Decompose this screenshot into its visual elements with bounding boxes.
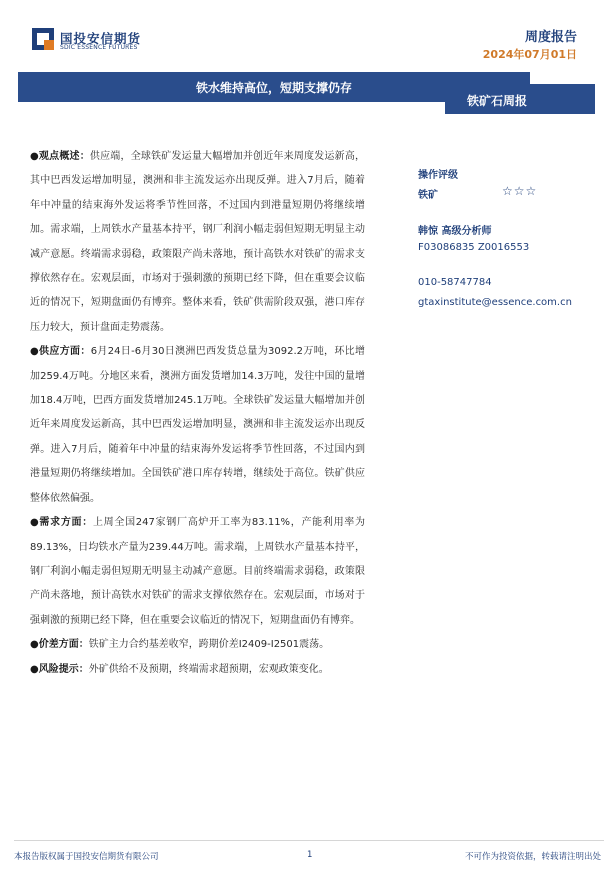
section-text: 供应端，全球铁矿发运量大幅增加并创近年来周度发运新高，其中巴西发运增加明显，澳洲和非主流发运亦出现反弹。进入7月后，随着年中冲量的结束海外发运将季节性回落，不过国内到港量短期仍将继续增加。需求端，上周铁水产量基本持平，钢厂利润小幅走弱但短期无明显主动减产意愿。终端需求弱稳，政策限产尚未落地，预计高铁水对铁矿的需求支撑依然存在。宏观层面，市场对于强刺激的预期已经下降，但在重要会议临近的情况下，短期盘面仍有博弈。整体来看，铁矿供需阶段双强，港口库存压力较大，预计盘面走势震荡。 — [30, 151, 365, 333]
report-body — [30, 145, 365, 682]
category-tab — [445, 84, 595, 114]
rating-product: 铁矿 — [418, 190, 438, 201]
report-date: 2024年07月01日 — [482, 48, 577, 61]
section-label: ●供应方面： — [30, 346, 91, 358]
footer-copyright: 本报告版权属于国投安信期货有限公司 — [14, 852, 159, 862]
footer-disclaimer: 不可作为投资依据，转载请注明出处 — [464, 852, 601, 862]
company-logo — [32, 28, 162, 54]
report-title: 铁水维持高位，短期支撑仍存 — [195, 81, 352, 95]
supply-paragraph — [30, 340, 365, 511]
section-text: 铁矿主力合约基差收窄，跨期价差I2409-I2501震荡。 — [88, 639, 330, 651]
contact-phone: 010-58747784 — [418, 277, 492, 288]
section-text: 上周全国247家钢厂高炉开工率为83.11%，产能利用率为89.13%，日均铁水产量为239.44万吨。需求端，上周铁水产量基本持平，钢厂利润小幅走弱但短期无明显主动减产意愿。目前终端需求弱稳，政策限产尚未落地，预计高铁水对铁矿的需求支撑依然存在。宏观层面，市场对于强刺激的预期已经下降，但在重要会议临近的情况下，短期盘面仍有博弈。 — [30, 517, 365, 626]
demand-paragraph — [30, 511, 365, 633]
category-label: 铁矿石周报 — [467, 94, 528, 108]
analyst-name: 韩惊 高级分析师 — [418, 226, 492, 237]
logo-text-cn: 国投安信期货 — [60, 31, 142, 46]
page-number: 1 — [307, 850, 313, 860]
spread-paragraph — [30, 633, 365, 657]
analyst-license: F03086835 Z0016553 — [418, 242, 530, 253]
report-type: 周度报告 — [524, 30, 577, 45]
risk-paragraph — [30, 658, 365, 682]
rating-label: 操作评级 — [418, 170, 458, 181]
logo-text-en: SDIC ESSENCE FUTURES — [60, 44, 138, 51]
section-text: 6月24日-6月30日澳洲巴西发货总量为3092.2万吨，环比增加259.4万吨。分地区来看，澳洲方面发货增加14.3万吨，发往中国的量增加18.4万吨，巴西方面发货增加245.1万吨。全球铁矿发运量大幅增加并创近年来周度发运新高，其中巴西发运增加明显，澳洲和非主流发运亦出现反弹。进入7月后，随着年中冲量的结束海外发运将季节性回落，不过国内到港量短期仍将继续增加。全国铁矿港口库存转增，继续处于高位。铁矿供应整体依然偏强。 — [30, 346, 365, 504]
section-label: ●风险提示： — [30, 663, 89, 675]
logo-mark-icon — [32, 28, 54, 50]
section-label: ●需求方面： — [30, 517, 93, 529]
section-label: ●价差方面： — [30, 639, 89, 651]
section-text: 外矿供给不及预期，终端需求超预期，宏观政策变化。 — [88, 663, 329, 675]
rating-stars-icon: ☆☆☆ — [502, 184, 538, 198]
footer-divider — [14, 840, 604, 841]
section-label: ●观点概述： — [30, 151, 90, 162]
contact-email[interactable]: gtaxinstitute@essence.com.cn — [418, 297, 572, 308]
summary-paragraph — [30, 145, 365, 340]
